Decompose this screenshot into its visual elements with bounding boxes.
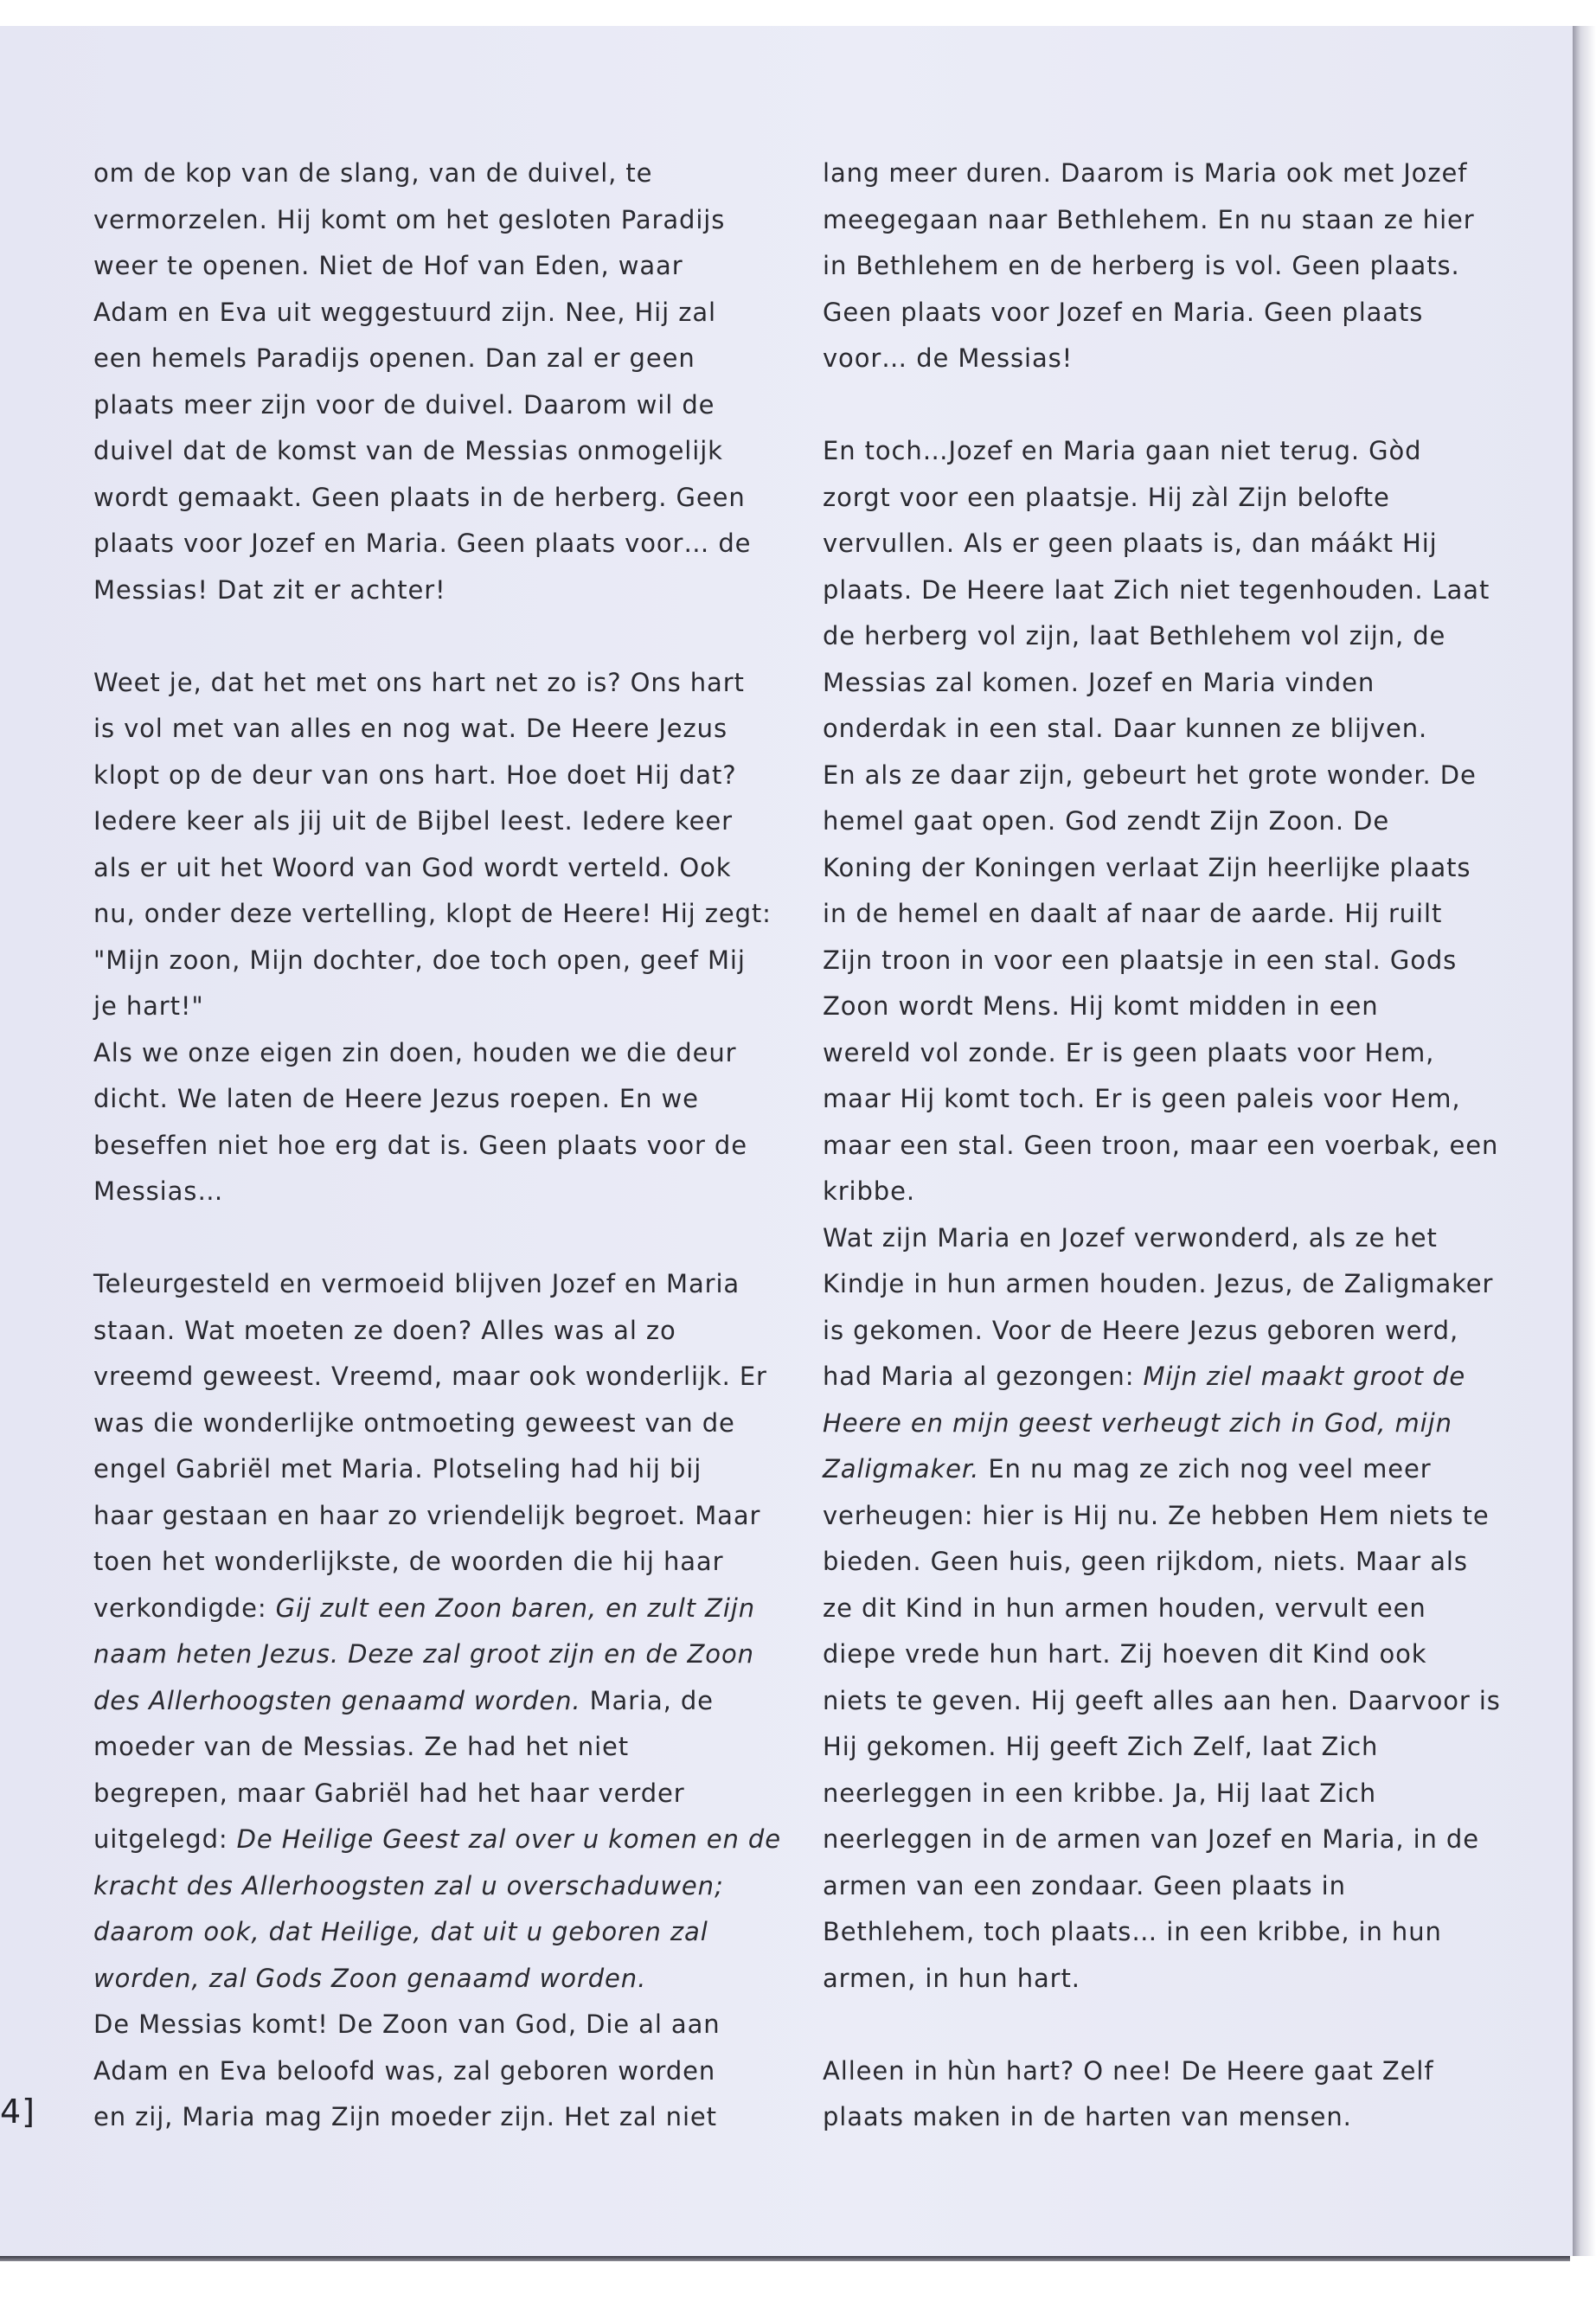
- text-line: duivel dat de komst van de Messias onmogelijk: [93, 436, 723, 465]
- scripture-quote: Mijn ziel maakt groot de: [1143, 1362, 1466, 1391]
- text-line: Alleen in hùn hart? O nee! De Heere gaat Zelf: [823, 2055, 1434, 2086]
- text-line: maar een stal. Geen troon, maar een voerbak, een: [823, 1130, 1499, 1160]
- text-line: onderdak in een stal. Daar kunnen ze blijven.: [823, 714, 1428, 743]
- scripture-quote: naam heten Jezus. Deze zal groot zijn en de Zoon: [93, 1639, 754, 1669]
- text-line: in Bethlehem en de herberg is vol. Geen plaats.: [823, 251, 1460, 280]
- text-line: verheugen: hier is Hij nu. Ze hebben Hem niets te: [823, 1500, 1490, 1530]
- text-line: En toch…Jozef en Maria gaan niet terug. Gòd: [823, 436, 1422, 465]
- text-line: bieden. Geen huis, geen rijkdom, niets. Maar als: [823, 1547, 1468, 1576]
- text-line: Wat zijn Maria en Jozef verwonderd, als ze het: [823, 1222, 1438, 1253]
- text-line: [93, 1678, 768, 1725]
- text-line: is vol met van alles en nog wat. De Heere Jezus: [93, 714, 727, 743]
- text-line: kribbe.: [823, 1176, 915, 1206]
- text-line: neerleggen in de armen van Jozef en Maria, in de: [823, 1824, 1479, 1854]
- text-line: om de kop van de slang, van de duivel, te: [93, 158, 653, 188]
- text-line: toen het wonderlijkste, de woorden die hij haar: [93, 1547, 724, 1576]
- text-line: Weet je, dat het met ons hart net zo is? Ons hart: [93, 667, 745, 697]
- text-line: Als we onze eigen zin doen, houden we die deur: [93, 1037, 737, 1067]
- left-text-column: [93, 151, 781, 2141]
- text-line: in de hemel en daalt af naar de aarde. Hij ruilt: [823, 899, 1443, 928]
- text-line: plaats meer zijn voor de duivel. Daarom wil de: [93, 389, 715, 420]
- paragraph: [93, 1261, 781, 2141]
- text-line: engel Gabriël met Maria. Plotseling had hij bij: [93, 1454, 702, 1484]
- text-line: moeder van de Messias. Ze had het niet: [93, 1732, 630, 1761]
- text-line: wordt gemaakt. Geen plaats in de herberg. Geen: [93, 482, 746, 512]
- text-line: dicht. We laten de Heere Jezus roepen. En we: [93, 1084, 699, 1113]
- text-line: plaats. De Heere laat Zich niet tegenhouden. Laat: [823, 574, 1490, 605]
- text-line: lang meer duren. Daarom is Maria ook met Jozef: [823, 158, 1468, 188]
- text-line: Iedere keer als jij uit de Bijbel leest. Iedere keer: [93, 806, 733, 836]
- text-line: vervullen. Als er geen plaats is, dan máákt Hij: [823, 529, 1438, 558]
- text-run: Maria, de: [580, 1685, 714, 1715]
- text-line: haar gestaan en haar zo vriendelijk begroet. Maar: [93, 1500, 761, 1530]
- text-line: weer te openen. Niet de Hof van Eden, waar: [93, 251, 683, 280]
- text-line: wereld vol zonde. Er is geen plaats voor Hem,: [823, 1037, 1435, 1067]
- text-line: een hemels Paradijs openen. Dan zal er geen: [93, 343, 695, 373]
- text-line: Zijn troon in voor een plaatsje in een stal. Gods: [823, 945, 1458, 975]
- text-run: uitgelegd:: [93, 1824, 237, 1854]
- text-line: Bethlehem, toch plaats… in een kribbe, in hun: [823, 1917, 1442, 1946]
- text-line: Adam en Eva beloofd was, zal geboren worden: [93, 2055, 716, 2086]
- page-number: 4]: [0, 2093, 36, 2131]
- text-line: en zij, Maria mag Zijn moeder zijn. Het zal niet: [93, 2102, 717, 2131]
- text-line: armen, in hun hart.: [823, 1963, 1080, 1993]
- text-line: Hij gekomen. Hij geeft Zich Zelf, laat Zich: [823, 1732, 1379, 1761]
- paragraph: [823, 151, 1497, 382]
- page-edge-shadow: [1573, 26, 1596, 2256]
- text-line: plaats maken in de harten van mensen.: [823, 2102, 1352, 2131]
- text-line: Messias zal komen. Jozef en Maria vinden: [823, 667, 1375, 697]
- text-line: niets te geven. Hij geeft alles aan hen. Daarvoor is: [823, 1685, 1501, 1715]
- text-line: Teleurgesteld en vermoeid blijven Jozef en Maria: [93, 1269, 740, 1298]
- text-line: armen van een zondaar. Geen plaats in: [823, 1870, 1346, 1900]
- text-line: Koning der Koningen verlaat Zijn heerlijke plaats: [823, 852, 1471, 882]
- page-bottom-edge: [0, 2256, 1596, 2301]
- text-line: [823, 1354, 1497, 1400]
- scripture-quote: Gij zult een Zoon baren, en zult Zijn: [275, 1593, 756, 1623]
- text-line: meegegaan naar Bethlehem. En nu staan ze hier: [823, 204, 1475, 234]
- text-line: voor… de Messias!: [823, 343, 1074, 373]
- text-line: ze dit Kind in hun armen houden, vervult een: [823, 1593, 1426, 1623]
- text-line: beseffen niet hoe erg dat is. Geen plaats voor de: [93, 1130, 747, 1160]
- scripture-quote: Heere en mijn geest verheugt zich in God, mijn: [823, 1407, 1452, 1438]
- text-run: verkondigde:: [93, 1593, 276, 1623]
- text-line: hemel gaat open. God zendt Zijn Zoon. De: [823, 806, 1390, 836]
- text-line: De Messias komt! De Zoon van God, Die al aan: [93, 2009, 721, 2039]
- scripture-quote: daarom ook, dat Heilige, dat uit u geboren zal: [93, 1917, 708, 1946]
- text-line: Kindje in hun armen houden. Jezus, de Zaligmaker: [823, 1269, 1494, 1298]
- text-line: Messias! Dat zit er achter!: [93, 574, 446, 605]
- scripture-quote: Zaligmaker.: [823, 1454, 980, 1484]
- text-line: vermorzelen. Hij komt om het gesloten Paradijs: [93, 204, 726, 234]
- text-line: maar Hij komt toch. Er is geen paleis voor Hem,: [823, 1084, 1461, 1113]
- text-line: En als ze daar zijn, gebeurt het grote wonder. De: [823, 760, 1477, 790]
- right-text-column: [823, 151, 1501, 2141]
- text-run: En nu mag ze zich nog veel meer: [979, 1454, 1432, 1484]
- text-line: als er uit het Woord van God wordt verteld. Ook: [93, 852, 732, 882]
- paragraph: [823, 428, 1501, 2002]
- text-line: plaats voor Jozef en Maria. Geen plaats voor… de: [93, 529, 752, 558]
- paragraph: [93, 151, 768, 613]
- text-line: nu, onder deze vertelling, klopt de Heere! Hij zegt:: [93, 899, 772, 928]
- text-line: is gekomen. Voor de Heere Jezus geboren werd,: [823, 1315, 1459, 1345]
- scripture-quote: De Heilige Geest zal over u komen en de: [236, 1824, 781, 1854]
- text-line: diepe vrede hun hart. Zij hoeven dit Kind ook: [823, 1639, 1427, 1669]
- paragraph: [823, 2048, 1497, 2141]
- text-line: was die wonderlijke ontmoeting geweest van de: [93, 1407, 735, 1438]
- text-line: zorgt voor een plaatsje. Hij zàl Zijn belofte: [823, 482, 1390, 512]
- scripture-quote: des Allerhoogsten genaamd worden.: [93, 1685, 581, 1715]
- text-line: neerleggen in een kribbe. Ja, Hij laat Zich: [823, 1778, 1376, 1808]
- text-line: klopt op de deur van ons hart. Hoe doet Hij dat?: [93, 760, 737, 790]
- text-line: je hart!": [93, 991, 204, 1021]
- text-line: "Mijn zoon, Mijn dochter, doe toch open, geef Mij: [93, 945, 746, 975]
- scripture-quote: kracht des Allerhoogsten zal u overschaduwen;: [93, 1870, 724, 1900]
- paragraph: [93, 660, 772, 1215]
- text-run: had Maria al gezongen:: [823, 1362, 1144, 1391]
- text-line: [93, 1586, 768, 1632]
- text-line: de herberg vol zijn, laat Bethlehem vol zijn, de: [823, 621, 1446, 651]
- text-line: Messias…: [93, 1176, 224, 1206]
- text-line: Adam en Eva uit weggestuurd zijn. Nee, Hij zal: [93, 297, 716, 327]
- text-line: staan. Wat moeten ze doen? Alles was al zo: [93, 1315, 676, 1345]
- text-line: [823, 1446, 1497, 1493]
- text-line: [93, 1817, 781, 1863]
- text-line: Geen plaats voor Jozef en Maria. Geen plaats: [823, 297, 1424, 327]
- text-line: Zoon wordt Mens. Hij komt midden in een: [823, 991, 1379, 1021]
- text-line: vreemd geweest. Vreemd, maar ook wonderlijk. Er: [93, 1362, 767, 1391]
- scripture-quote: worden, zal Gods Zoon genaamd worden.: [93, 1963, 647, 1993]
- text-line: begrepen, maar Gabriël had het haar verder: [93, 1778, 685, 1808]
